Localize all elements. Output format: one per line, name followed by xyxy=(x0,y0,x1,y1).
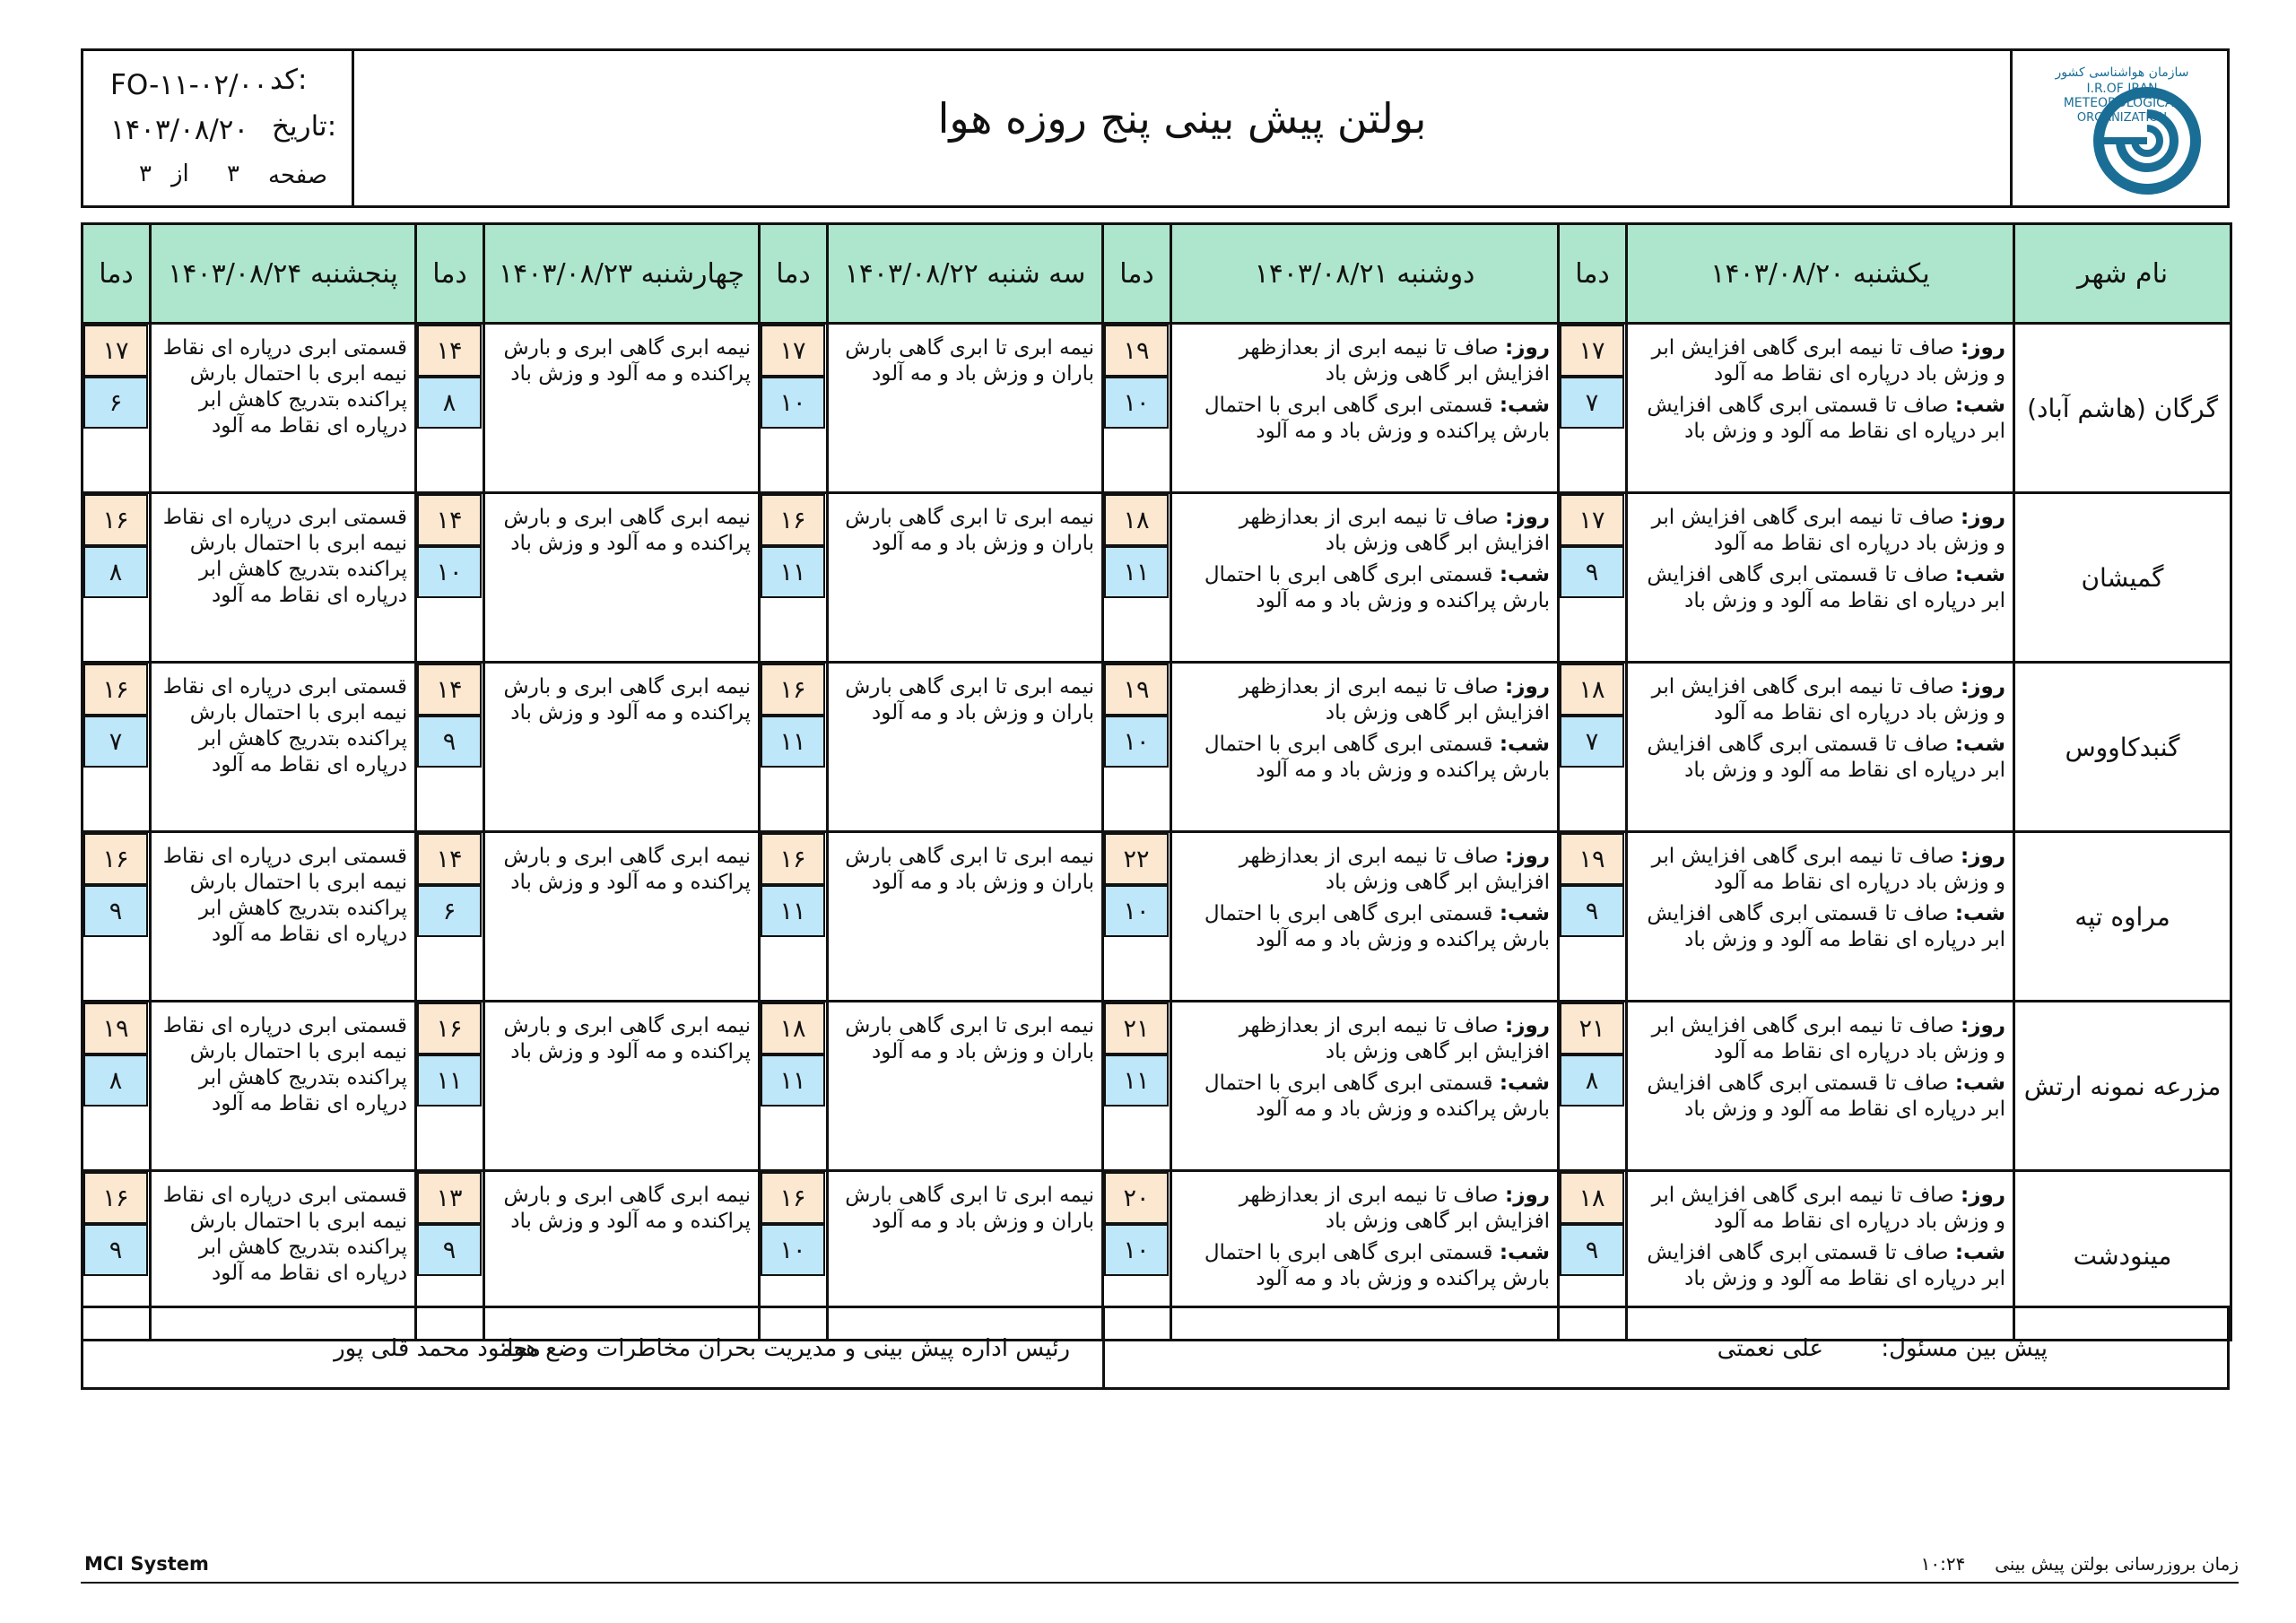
night-text: صاف تا قسمتی ابری گاهی افزایش ابر درپاره ای نقاط مه آلود و وزش باد xyxy=(1647,733,2005,782)
day-text: صاف تا نیمه ابری از بعدازظهر افزایش ابر گاهی وزش باد xyxy=(1239,336,1550,386)
forecast-description xyxy=(1171,663,1559,832)
day-forecast xyxy=(1637,1183,2005,1235)
max-temperature: ۱۶ xyxy=(761,833,825,885)
min-temperature: ۱۰ xyxy=(417,546,482,598)
page-current: ۳ xyxy=(227,161,239,187)
forecast-description xyxy=(484,663,760,832)
night-label: شب: xyxy=(1954,563,2005,586)
day-header: چهارشنبه ۱۴۰۳/۰۸/۲۳ xyxy=(484,224,760,324)
forecast-description xyxy=(484,324,760,493)
day-forecast xyxy=(1181,674,1550,726)
update-label: زمان بروزرسانی بولتن پیش بینی xyxy=(1995,1553,2239,1575)
day-forecast xyxy=(1637,674,2005,726)
min-temperature: ۱۱ xyxy=(761,716,825,768)
night-label: شب: xyxy=(1499,902,1550,925)
forecast-text: نیمه ابری گاهی ابری و بارش پراکنده و مه آلود و وزش باد xyxy=(503,675,751,725)
logo-text-line1: I.R.OF IRAN xyxy=(2086,82,2158,96)
night-label: شب: xyxy=(1499,563,1550,586)
table-row xyxy=(83,663,2231,832)
forecast-description xyxy=(828,324,1103,493)
min-temperature: ۱۱ xyxy=(761,546,825,598)
day-forecast xyxy=(1181,335,1550,387)
max-temperature: ۱۶ xyxy=(83,1172,148,1224)
day-label: روز: xyxy=(1505,506,1550,529)
temperature-cell xyxy=(1559,832,1627,1002)
max-temperature: ۱۹ xyxy=(1104,325,1169,377)
min-temperature: ۹ xyxy=(1560,546,1624,598)
forecast-description xyxy=(1171,324,1559,493)
logo-text-fa: سازمان هواشناسی کشور xyxy=(2055,65,2189,80)
signature-box xyxy=(81,1306,2230,1390)
temp-header: دما xyxy=(1103,224,1171,324)
day-label: روز: xyxy=(1961,1184,2005,1207)
forecast-description xyxy=(151,1002,416,1171)
forecast-description xyxy=(1627,663,2014,832)
temperature-cell xyxy=(1559,663,1627,832)
signature-divider xyxy=(1102,1308,1105,1387)
night-text: قسمتی ابری گاهی ابری با احتمال بارش پراکنده و وزش باد و مه آلود xyxy=(1204,902,1550,951)
temperature-cell xyxy=(760,832,828,1002)
forecast-body xyxy=(83,324,2231,1341)
day-forecast xyxy=(1637,335,2005,387)
forecast-description xyxy=(484,832,760,1002)
forecast-text: نیمه ابری تا ابری گاهی بارش باران و وزش باد و مه آلود xyxy=(845,845,1094,894)
day-text: صاف تا نیمه ابری گاهی افزایش ابر و وزش باد درپاره ای نقاط مه آلود xyxy=(1651,675,2005,725)
night-label: شب: xyxy=(1954,902,2005,925)
day-forecast xyxy=(1181,1013,1550,1065)
forecast-description xyxy=(151,832,416,1002)
system-name: MCI System xyxy=(84,1553,209,1575)
forecast-table xyxy=(81,222,2232,1341)
day-label: روز: xyxy=(1505,1014,1550,1037)
day-header: سه شنبه ۱۴۰۳/۰۸/۲۲ xyxy=(828,224,1103,324)
day-text: صاف تا نیمه ابری از بعدازظهر افزایش ابر گاهی وزش باد xyxy=(1239,1014,1550,1063)
temperature-cell xyxy=(83,324,151,493)
forecast-text: قسمتی ابری درپاره ای نقاط نیمه ابری با احتمال بارش پراکنده بتدریج کاهش ابر درپاره ای نقاط مه آلود xyxy=(162,1014,407,1115)
bulletin-header xyxy=(81,48,2230,208)
day-forecast xyxy=(1637,505,2005,557)
max-temperature: ۱۹ xyxy=(83,1002,148,1055)
day-label: روز: xyxy=(1505,336,1550,360)
logo-cell xyxy=(2010,51,2227,205)
day-label: روز: xyxy=(1505,845,1550,868)
temperature-cell xyxy=(1559,1002,1627,1171)
night-text: قسمتی ابری گاهی ابری با احتمال بارش پراکنده و وزش باد و مه آلود xyxy=(1204,394,1550,443)
temp-header: دما xyxy=(416,224,484,324)
day-text: صاف تا نیمه ابری از بعدازظهر افزایش ابر گاهی وزش باد xyxy=(1239,845,1550,894)
day-text: صاف تا نیمه ابری گاهی افزایش ابر و وزش باد درپاره ای نقاط مه آلود xyxy=(1651,1184,2005,1233)
min-temperature: ۹ xyxy=(1560,1224,1624,1276)
night-forecast xyxy=(1181,393,1550,445)
forecast-text: نیمه ابری گاهی ابری و بارش پراکنده و مه آلود و وزش باد xyxy=(503,506,751,555)
forecast-description xyxy=(484,493,760,663)
temperature-cell xyxy=(416,324,484,493)
forecast-text: نیمه ابری تا ابری گاهی بارش باران و وزش باد و مه آلود xyxy=(845,506,1094,555)
table-row xyxy=(83,493,2231,663)
day-label: روز: xyxy=(1961,336,2005,360)
max-temperature: ۱۹ xyxy=(1104,664,1169,716)
forecast-description xyxy=(1627,1002,2014,1171)
night-text: صاف تا قسمتی ابری گاهی افزایش ابر درپاره ای نقاط مه آلود و وزش باد xyxy=(1647,902,2005,951)
code-value: FO-۱۱-۰۲/۰۰ xyxy=(110,69,268,101)
forecaster-name: علی نعمتی xyxy=(1717,1335,1823,1362)
min-temperature: ۱۱ xyxy=(1104,1055,1169,1107)
temperature-cell xyxy=(760,663,828,832)
update-time-footer xyxy=(1921,1553,2239,1575)
head-name: محمود محمد قلی پور xyxy=(334,1335,541,1362)
max-temperature: ۱۳ xyxy=(417,1172,482,1224)
temperature-cell xyxy=(1103,324,1171,493)
day-forecast xyxy=(1181,1183,1550,1235)
day-text: صاف تا نیمه ابری گاهی افزایش ابر و وزش باد درپاره ای نقاط مه آلود xyxy=(1651,336,2005,386)
forecast-description xyxy=(828,493,1103,663)
city-name: گرگان (هاشم آباد) xyxy=(2014,324,2231,493)
min-temperature: ۸ xyxy=(83,546,148,598)
logo-text-line2: METEOROLOGICAL xyxy=(2063,96,2181,110)
day-forecast xyxy=(1181,505,1550,557)
min-temperature: ۸ xyxy=(83,1055,148,1107)
day-text: صاف تا نیمه ابری گاهی افزایش ابر و وزش باد درپاره ای نقاط مه آلود xyxy=(1651,845,2005,894)
update-time: ۱۰:۲۴ xyxy=(1920,1553,1966,1575)
night-forecast xyxy=(1181,562,1550,614)
night-text: قسمتی ابری گاهی ابری با احتمال بارش پراکنده و وزش باد و مه آلود xyxy=(1204,1241,1550,1290)
min-temperature: ۱۰ xyxy=(1104,885,1169,937)
day-label: روز: xyxy=(1961,1014,2005,1037)
date-value: ۱۴۰۳/۰۸/۲۰ xyxy=(110,114,249,146)
table-header-row xyxy=(83,224,2231,324)
forecast-text: قسمتی ابری درپاره ای نقاط نیمه ابری با احتمال بارش پراکنده بتدریج کاهش ابر درپاره ای نقاط مه آلود xyxy=(162,845,407,946)
min-temperature: ۸ xyxy=(417,377,482,429)
min-temperature: ۹ xyxy=(1560,885,1624,937)
day-text: صاف تا نیمه ابری گاهی افزایش ابر و وزش باد درپاره ای نقاط مه آلود xyxy=(1651,506,2005,555)
temp-header: دما xyxy=(1559,224,1627,324)
max-temperature: ۲۰ xyxy=(1104,1172,1169,1224)
page-label: صفحه xyxy=(268,162,327,189)
temperature-cell xyxy=(760,324,828,493)
forecast-text: نیمه ابری تا ابری گاهی بارش باران و وزش باد و مه آلود xyxy=(845,336,1094,386)
min-temperature: ۱۰ xyxy=(761,377,825,429)
forecast-text: نیمه ابری تا ابری گاهی بارش باران و وزش باد و مه آلود xyxy=(845,1184,1094,1233)
max-temperature: ۱۷ xyxy=(83,325,148,377)
max-temperature: ۲۱ xyxy=(1104,1002,1169,1055)
max-temperature: ۱۸ xyxy=(761,1002,825,1055)
min-temperature: ۷ xyxy=(1560,716,1624,768)
forecast-description xyxy=(1171,832,1559,1002)
min-temperature: ۱۱ xyxy=(417,1055,482,1107)
min-temperature: ۱۰ xyxy=(1104,716,1169,768)
city-name: مراوه تپه xyxy=(2014,832,2231,1002)
max-temperature: ۱۶ xyxy=(417,1002,482,1055)
night-forecast xyxy=(1637,1071,2005,1123)
temperature-cell xyxy=(1103,1002,1171,1171)
city-name: گنبدکاووس xyxy=(2014,663,2231,832)
table-row xyxy=(83,324,2231,493)
night-label: شب: xyxy=(1499,1072,1550,1095)
day-label: روز: xyxy=(1961,845,2005,868)
forecast-text: نیمه ابری گاهی ابری و بارش پراکنده و مه آلود و وزش باد xyxy=(503,1014,751,1063)
night-label: شب: xyxy=(1954,733,2005,756)
max-temperature: ۱۸ xyxy=(1104,494,1169,546)
temperature-cell xyxy=(1103,493,1171,663)
temperature-cell xyxy=(1103,663,1171,832)
night-text: قسمتی ابری گاهی ابری با احتمال بارش پراکنده و وزش باد و مه آلود xyxy=(1204,733,1550,782)
max-temperature: ۱۸ xyxy=(1560,664,1624,716)
night-forecast xyxy=(1637,562,2005,614)
page-total: ۳ xyxy=(139,161,152,187)
forecast-description xyxy=(1627,493,2014,663)
min-temperature: ۱۰ xyxy=(1104,1224,1169,1276)
max-temperature: ۱۶ xyxy=(761,664,825,716)
temp-header: دما xyxy=(760,224,828,324)
day-forecast xyxy=(1637,844,2005,896)
day-forecast xyxy=(1181,844,1550,896)
temperature-cell xyxy=(760,1002,828,1171)
night-label: شب: xyxy=(1954,1241,2005,1264)
max-temperature: ۱۹ xyxy=(1560,833,1624,885)
table-row xyxy=(83,832,2231,1002)
max-temperature: ۱۷ xyxy=(1560,494,1624,546)
max-temperature: ۱۶ xyxy=(83,833,148,885)
max-temperature: ۱۷ xyxy=(1560,325,1624,377)
max-temperature: ۱۸ xyxy=(1560,1172,1624,1224)
night-label: شب: xyxy=(1954,394,2005,417)
night-text: صاف تا قسمتی ابری گاهی افزایش ابر درپاره ای نقاط مه آلود و وزش باد xyxy=(1647,1241,2005,1290)
night-text: صاف تا قسمتی ابری گاهی افزایش ابر درپاره ای نقاط مه آلود و وزش باد xyxy=(1647,1072,2005,1121)
min-temperature: ۱۰ xyxy=(1104,377,1169,429)
min-temperature: ۹ xyxy=(83,885,148,937)
night-forecast xyxy=(1637,732,2005,784)
min-temperature: ۹ xyxy=(83,1224,148,1276)
max-temperature: ۲۲ xyxy=(1104,833,1169,885)
night-text: صاف تا قسمتی ابری گاهی افزایش ابر درپاره ای نقاط مه آلود و وزش باد xyxy=(1647,563,2005,612)
day-forecast xyxy=(1637,1013,2005,1065)
max-temperature: ۱۴ xyxy=(417,833,482,885)
min-temperature: ۱۱ xyxy=(761,1055,825,1107)
night-forecast xyxy=(1181,1240,1550,1292)
temperature-cell xyxy=(416,1002,484,1171)
temperature-cell xyxy=(83,663,151,832)
min-temperature: ۷ xyxy=(1560,377,1624,429)
forecast-text: نیمه ابری گاهی ابری و بارش پراکنده و مه آلود و وزش باد xyxy=(503,1184,751,1233)
forecast-text: نیمه ابری گاهی ابری و بارش پراکنده و مه آلود و وزش باد xyxy=(503,336,751,386)
day-text: صاف تا نیمه ابری گاهی افزایش ابر و وزش باد درپاره ای نقاط مه آلود xyxy=(1651,1014,2005,1063)
forecast-description xyxy=(1627,832,2014,1002)
day-header: یکشنبه ۱۴۰۳/۰۸/۲۰ xyxy=(1627,224,2014,324)
code-label: کد: xyxy=(270,64,308,96)
forecast-text: نیمه ابری گاهی ابری و بارش پراکنده و مه آلود و وزش باد xyxy=(503,845,751,894)
city-name: گمیشان xyxy=(2014,493,2231,663)
night-label: شب: xyxy=(1499,1241,1550,1264)
night-forecast xyxy=(1181,732,1550,784)
min-temperature: ۹ xyxy=(417,716,482,768)
forecaster-label: پیش بین مسئول: xyxy=(1881,1335,2048,1362)
forecast-description xyxy=(484,1002,760,1171)
night-text: صاف تا قسمتی ابری گاهی افزایش ابر درپاره ای نقاط مه آلود و وزش باد xyxy=(1647,394,2005,443)
day-text: صاف تا نیمه ابری از بعدازظهر افزایش ابر گاهی وزش باد xyxy=(1239,506,1550,555)
temperature-cell xyxy=(416,663,484,832)
max-temperature: ۱۶ xyxy=(83,494,148,546)
forecast-text: قسمتی ابری درپاره ای نقاط نیمه ابری با احتمال بارش پراکنده بتدریج کاهش ابر درپاره ای نقاط مه آلود xyxy=(162,1184,407,1285)
temperature-cell xyxy=(416,493,484,663)
temperature-cell xyxy=(1559,493,1627,663)
city-name: مینودشت xyxy=(2014,1171,2231,1341)
night-forecast xyxy=(1637,901,2005,953)
night-label: شب: xyxy=(1499,394,1550,417)
max-temperature: ۱۴ xyxy=(417,664,482,716)
city-name: مزرعه نمونه ارتش xyxy=(2014,1002,2231,1171)
head-label: رئیس اداره پیش بینی و مدیریت بحران مخاطرات وضع هوا: xyxy=(499,1335,1070,1362)
table-row xyxy=(83,1002,2231,1171)
meteorological-organization-logo xyxy=(2013,51,2230,205)
forecast-description xyxy=(1627,324,2014,493)
min-temperature: ۸ xyxy=(1560,1055,1624,1107)
night-forecast xyxy=(1637,1240,2005,1292)
forecast-description xyxy=(151,663,416,832)
forecast-description xyxy=(1171,493,1559,663)
max-temperature: ۱۶ xyxy=(83,664,148,716)
min-temperature: ۹ xyxy=(417,1224,482,1276)
forecast-description xyxy=(151,493,416,663)
temperature-cell xyxy=(83,493,151,663)
day-header: دوشنبه ۱۴۰۳/۰۸/۲۱ xyxy=(1171,224,1559,324)
day-header: پنجشنبه ۱۴۰۳/۰۸/۲۴ xyxy=(151,224,416,324)
forecast-description xyxy=(151,324,416,493)
night-label: شب: xyxy=(1499,733,1550,756)
forecast-text: نیمه ابری تا ابری گاهی بارش باران و وزش باد و مه آلود xyxy=(845,675,1094,725)
temp-header: دما xyxy=(83,224,151,324)
min-temperature: ۱۱ xyxy=(1104,546,1169,598)
max-temperature: ۱۴ xyxy=(417,325,482,377)
temperature-cell xyxy=(83,832,151,1002)
night-forecast xyxy=(1181,901,1550,953)
max-temperature: ۱۴ xyxy=(417,494,482,546)
forecast-text: نیمه ابری تا ابری گاهی بارش باران و وزش باد و مه آلود xyxy=(845,1014,1094,1063)
forecast-text: قسمتی ابری درپاره ای نقاط نیمه ابری با احتمال بارش پراکنده بتدریج کاهش ابر درپاره ای نقاط مه آلود xyxy=(162,336,407,438)
day-label: روز: xyxy=(1961,506,2005,529)
temperature-cell xyxy=(1559,324,1627,493)
date-label: تاریخ: xyxy=(272,110,337,143)
max-temperature: ۲۱ xyxy=(1560,1002,1624,1055)
forecast-description xyxy=(828,832,1103,1002)
city-column-header: نام شهر xyxy=(2014,224,2231,324)
max-temperature: ۱۶ xyxy=(761,494,825,546)
forecast-text: قسمتی ابری درپاره ای نقاط نیمه ابری با احتمال بارش پراکنده بتدریج کاهش ابر درپاره ای نقاط مه آلود xyxy=(162,675,407,777)
day-label: روز: xyxy=(1961,675,2005,699)
forecast-description xyxy=(828,1002,1103,1171)
max-temperature: ۱۶ xyxy=(761,1172,825,1224)
temperature-cell xyxy=(83,1002,151,1171)
temperature-cell xyxy=(1103,832,1171,1002)
night-text: قسمتی ابری گاهی ابری با احتمال بارش پراکنده و وزش باد و مه آلود xyxy=(1204,563,1550,612)
day-label: روز: xyxy=(1505,1184,1550,1207)
forecast-description xyxy=(1171,1002,1559,1171)
night-forecast xyxy=(1181,1071,1550,1123)
night-text: قسمتی ابری گاهی ابری با احتمال بارش پراکنده و وزش باد و مه آلود xyxy=(1204,1072,1550,1121)
day-label: روز: xyxy=(1505,675,1550,699)
min-temperature: ۱۰ xyxy=(761,1224,825,1276)
footer-rule xyxy=(81,1582,2239,1584)
night-forecast xyxy=(1637,393,2005,445)
page-sep: از xyxy=(171,161,189,187)
day-text: صاف تا نیمه ابری از بعدازظهر افزایش ابر گاهی وزش باد xyxy=(1239,675,1550,725)
min-temperature: ۶ xyxy=(83,377,148,429)
min-temperature: ۷ xyxy=(83,716,148,768)
temperature-cell xyxy=(416,832,484,1002)
day-text: صاف تا نیمه ابری از بعدازظهر افزایش ابر گاهی وزش باد xyxy=(1239,1184,1550,1233)
forecast-text: قسمتی ابری درپاره ای نقاط نیمه ابری با احتمال بارش پراکنده بتدریج کاهش ابر درپاره ای نقاط مه آلود xyxy=(162,506,407,607)
min-temperature: ۱۱ xyxy=(761,885,825,937)
max-temperature: ۱۷ xyxy=(761,325,825,377)
min-temperature: ۶ xyxy=(417,885,482,937)
night-label: شب: xyxy=(1954,1072,2005,1095)
logo-text-line3: ORGANIZATION xyxy=(2076,111,2168,125)
page-title: بولتن پیش بینی پنج روزه هوا xyxy=(937,94,1427,143)
document-meta xyxy=(83,51,354,205)
forecast-description xyxy=(828,663,1103,832)
temperature-cell xyxy=(760,493,828,663)
